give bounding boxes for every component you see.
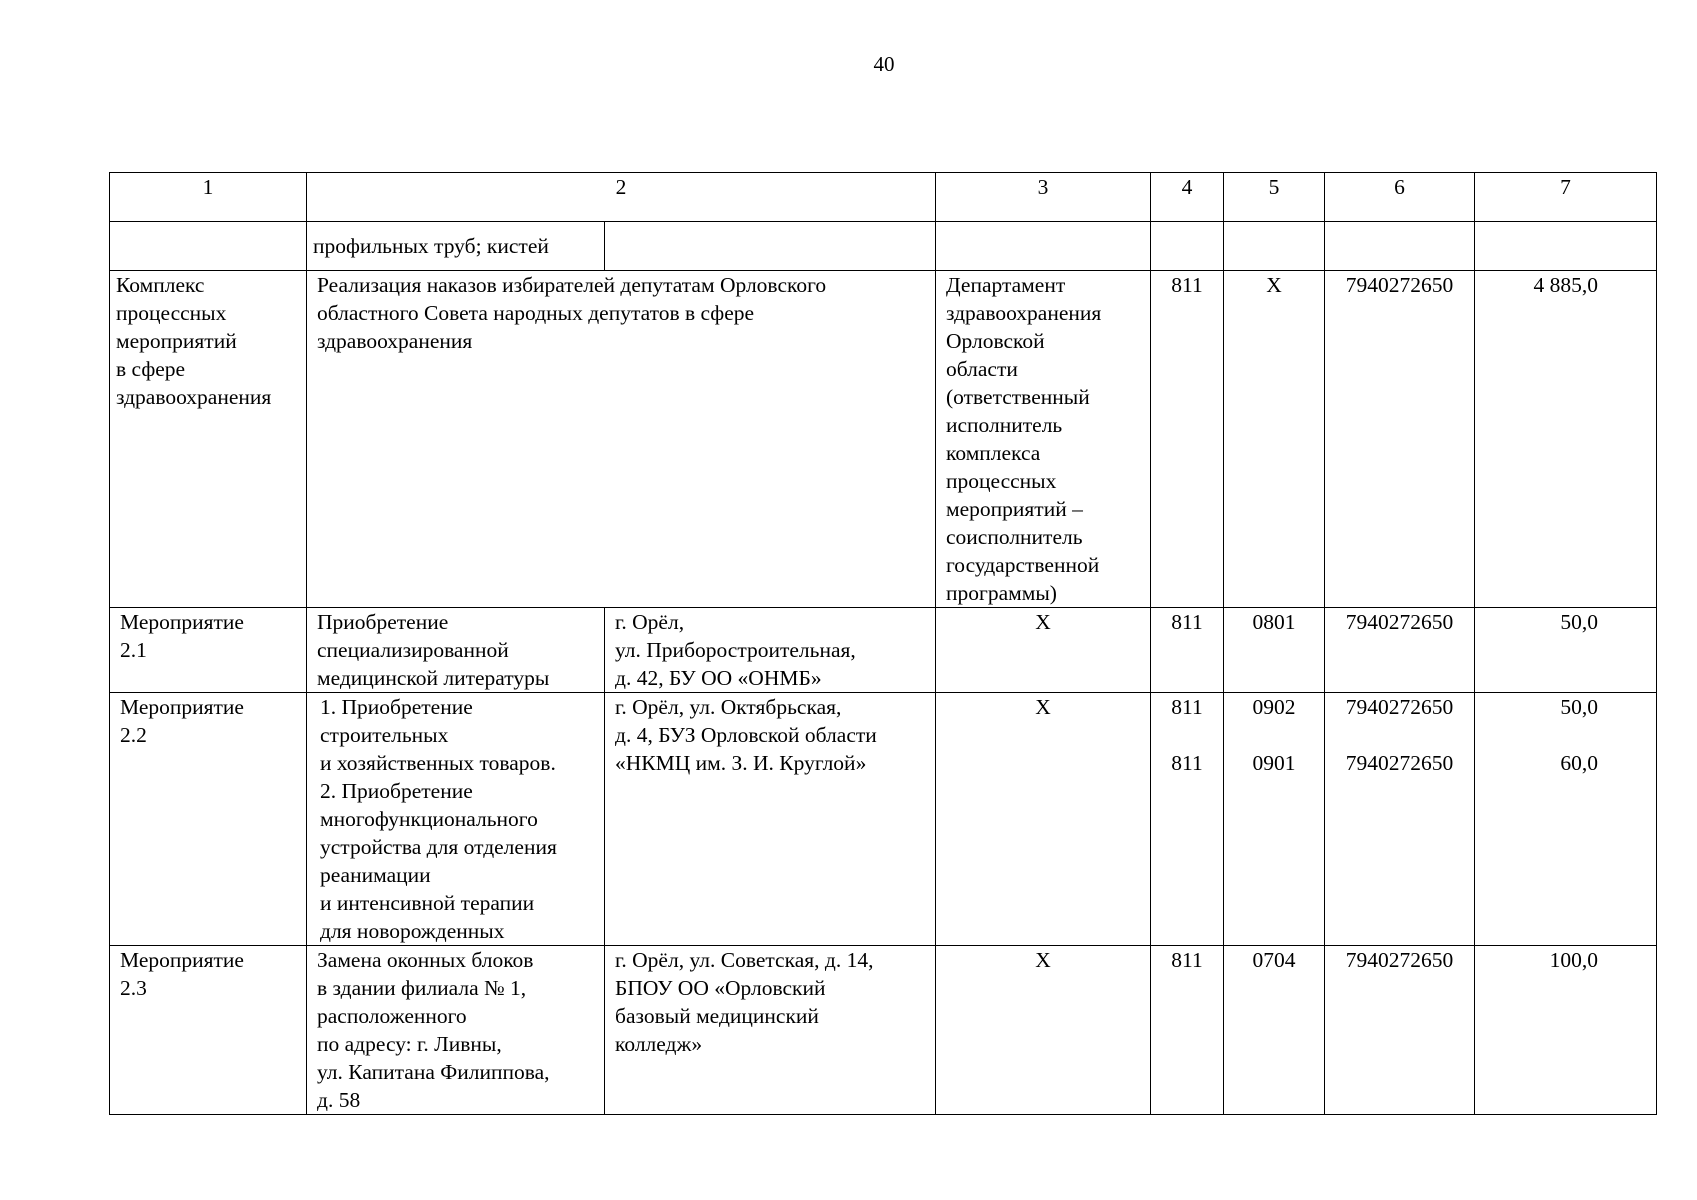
- cell-text: Замена оконных блоков: [317, 948, 534, 972]
- table-cell: [605, 693, 936, 946]
- cell-text: области: [946, 357, 1018, 381]
- cell-text: 0901: [1252, 751, 1296, 775]
- cell-text: по адресу: г. Ливны,: [317, 1032, 502, 1056]
- table-cell: [1475, 222, 1657, 271]
- cell-text: Х: [1266, 273, 1282, 297]
- table-cell: [307, 271, 936, 608]
- cell-text: Х: [1035, 948, 1051, 972]
- cell-text: областного Совета народных депутатов в сфере: [317, 301, 755, 325]
- header-row: [110, 173, 1657, 222]
- table-cell: [936, 271, 1151, 608]
- cell-text: Приобретение: [317, 610, 449, 634]
- table-cell: [1325, 222, 1475, 271]
- table-cell: [307, 946, 605, 1115]
- cell-text: 811: [1171, 948, 1203, 972]
- cell-text: Комплекс: [116, 273, 205, 297]
- cell-text: в сфере: [116, 357, 186, 381]
- table-cell: [110, 946, 307, 1115]
- table-cell: [110, 222, 307, 271]
- table-cell: [1475, 946, 1657, 1115]
- cell-text: д. 42, БУ ОО «ОНМБ»: [615, 666, 822, 690]
- table-cell: [110, 271, 307, 608]
- cell-text: ул. Капитана Филиппова,: [317, 1060, 550, 1084]
- cell-text: г. Орёл, ул. Советская, д. 14,: [615, 948, 874, 972]
- table-cell: [307, 693, 605, 946]
- cell-text: 811: [1171, 751, 1203, 775]
- cell-text: 100,0: [1549, 948, 1598, 972]
- header-cell: 2: [307, 173, 936, 222]
- table-cell: [1151, 271, 1224, 608]
- table-cell: [1224, 608, 1325, 693]
- cell-text: Х: [1035, 610, 1051, 634]
- table-cell: [1151, 693, 1224, 946]
- header-cell: 4: [1151, 173, 1224, 222]
- table-cell: [110, 608, 307, 693]
- cell-text: Мероприятие: [120, 948, 244, 972]
- cell-text: государственной: [946, 553, 1100, 577]
- cell-text: процессных: [116, 301, 227, 325]
- program-table: [109, 172, 1657, 1115]
- cell-text: многофункционального: [320, 807, 538, 831]
- cell-text: 50,0: [1560, 695, 1598, 719]
- table-row: [110, 693, 1657, 946]
- table-cell: [1475, 693, 1657, 946]
- cell-text: строительных: [320, 723, 449, 747]
- table-cell: [1224, 946, 1325, 1115]
- cell-text: 2. Приобретение: [320, 779, 473, 803]
- cell-text: 2.2: [120, 723, 147, 747]
- cell-text: колледж»: [615, 1032, 703, 1056]
- complex-row: [110, 271, 1657, 608]
- cell-text: и хозяйственных товаров.: [320, 751, 556, 775]
- table-cell: [1325, 271, 1475, 608]
- cell-text: 7940272650: [1345, 610, 1454, 634]
- cell-text: (ответственный: [946, 385, 1090, 409]
- cell-text: 811: [1171, 695, 1203, 719]
- cell-text: 7940272650: [1345, 273, 1454, 297]
- table-cell: [1325, 693, 1475, 946]
- cell-text: в здании филиала № 1,: [317, 976, 527, 1000]
- header-cell: 7: [1475, 173, 1657, 222]
- cell-text: 7940272650: [1345, 751, 1454, 775]
- header-cell: 1: [110, 173, 307, 222]
- cell-text: медицинской литературы: [317, 666, 550, 690]
- cell-text: 60,0: [1560, 751, 1598, 775]
- cell-text: 0902: [1252, 695, 1296, 719]
- cell-text: исполнитель: [946, 413, 1063, 437]
- table-cell: [1325, 608, 1475, 693]
- cell-text: БПОУ ОО «Орловский: [615, 976, 826, 1000]
- table-cell: [1224, 693, 1325, 946]
- cell-text: здравоохранения: [317, 329, 473, 353]
- cell-text: г. Орёл,: [615, 610, 685, 634]
- header-cell: 5: [1224, 173, 1325, 222]
- cell-text: здравоохранения: [946, 301, 1102, 325]
- table-cell: [1151, 222, 1224, 271]
- cell-text: 0704: [1252, 948, 1296, 972]
- table-cell: [1224, 271, 1325, 608]
- cell-text: устройства для отделения: [320, 835, 557, 859]
- cell-text: базовый медицинский: [615, 1004, 819, 1028]
- table-cell: [1325, 946, 1475, 1115]
- cell-text: специализированной: [317, 638, 509, 662]
- cell-text: д. 58: [317, 1088, 361, 1112]
- cell-text: д. 4, БУЗ Орловской области: [615, 723, 877, 747]
- cell-text: 1. Приобретение: [320, 695, 473, 719]
- cell-text: 2.3: [120, 976, 147, 1000]
- cell-text: Мероприятие: [120, 610, 244, 634]
- cell-text: 0801: [1252, 610, 1296, 634]
- cell-text: 811: [1171, 273, 1203, 297]
- cell-text: соисполнитель: [946, 525, 1083, 549]
- cell-text: профильных труб; кистей: [313, 234, 549, 258]
- cell-text: мероприятий –: [946, 497, 1083, 521]
- cell-text: 7940272650: [1345, 948, 1454, 972]
- table-cell: [1475, 608, 1657, 693]
- table-cell: [936, 693, 1151, 946]
- table-row: [110, 608, 1657, 693]
- cell-text: 50,0: [1560, 610, 1598, 634]
- cell-text: 4 885,0: [1533, 273, 1598, 297]
- cell-text: «НКМЦ им. З. И. Круглой»: [615, 751, 867, 775]
- cell-text: и интенсивной терапии: [320, 891, 535, 915]
- table-row: [110, 222, 1657, 271]
- table-row: [110, 946, 1657, 1115]
- cell-text: 7940272650: [1345, 695, 1454, 719]
- cell-text: комплекса: [946, 441, 1041, 465]
- table-cell: [110, 693, 307, 946]
- header-cell: 3: [936, 173, 1151, 222]
- cell-text: 2.1: [120, 638, 147, 662]
- cell-text: мероприятий: [116, 329, 237, 353]
- table-cell: [1151, 946, 1224, 1115]
- cell-text: г. Орёл, ул. Октябрьская,: [615, 695, 842, 719]
- cell-text: ул. Приборостроительная,: [615, 638, 856, 662]
- cell-text: расположенного: [317, 1004, 467, 1028]
- table-cell: [1475, 271, 1657, 608]
- table-cell: [605, 946, 936, 1115]
- table-cell: [605, 222, 936, 271]
- table-cell: [936, 222, 1151, 271]
- cell-text: Мероприятие: [120, 695, 244, 719]
- cell-text: Орловской: [946, 329, 1045, 353]
- cell-text: реанимации: [320, 863, 431, 887]
- cell-text: 811: [1171, 610, 1203, 634]
- cell-text: Департамент: [946, 273, 1066, 297]
- header-cell: 6: [1325, 173, 1475, 222]
- cell-text: здравоохранения: [116, 385, 272, 409]
- page-number: 40: [873, 52, 895, 76]
- cell-text: программы): [946, 581, 1057, 605]
- table-cell: [1224, 222, 1325, 271]
- table-cell: [1151, 608, 1224, 693]
- cell-text: для новорожденных: [320, 919, 505, 943]
- cell-text: процессных: [946, 469, 1057, 493]
- table-cell: [936, 946, 1151, 1115]
- cell-text: Реализация наказов избирателей депутатам Орловского: [317, 273, 827, 297]
- cell-text: Х: [1035, 695, 1051, 719]
- table-cell: [307, 222, 605, 271]
- table-cell: [605, 608, 936, 693]
- table-cell: [936, 608, 1151, 693]
- table-cell: [307, 608, 605, 693]
